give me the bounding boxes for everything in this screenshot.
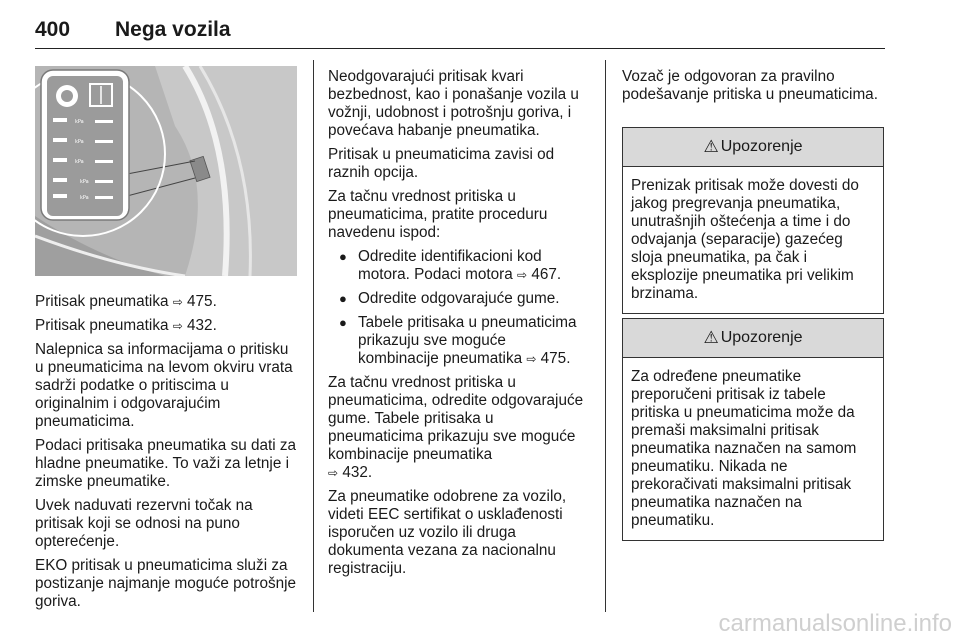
column-divider-2 (605, 60, 606, 612)
paragraph: Za tačnu vrednost pritiska u pneumaticima, odredite odgovarajuće gume. Tabele pritisaka u pneumaticima prikazuju sve moguće kombinacije pneumatika ⇨ 432. (328, 374, 584, 481)
page-header (35, 8, 885, 49)
page-reference-arrow-icon: ⇨ (526, 352, 537, 366)
kpa-label-2: kPa (75, 139, 84, 145)
reference-line-2: Pritisak pneumatika ⇨ 432. (35, 317, 217, 334)
column-divider-1 (313, 60, 314, 612)
list-item: ● Odredite odgovarajuće gume. (339, 290, 560, 307)
paragraph: Podaci pritisaka pneumatika su dati za hladne pneumatike. To važi za letnje i zimske pneumatike. (35, 437, 297, 490)
paragraph: Vozač je odgovoran za pravilno podešavanje pritiska u pneumaticima. (622, 68, 878, 103)
bullet-icon: ● (339, 249, 347, 264)
bullet-icon: ● (339, 291, 347, 306)
procedure-list (328, 248, 590, 368)
list-item: ● Odredite identifikacioni kod motora. Podaci motora ⇨ 467. (339, 248, 562, 283)
paragraph: EKO pritisak u pneumaticima služi za postizanje najmanje moguće potrošnje goriva. (35, 557, 297, 610)
page-title: Nega vozila (115, 18, 231, 41)
warning-body: Prenizak pritisak može dovesti do jakog pregrevanja pneumatika, unutrašnjih oštećenja a time i do odvajanja (separacije) gazećeg sloja pneumatika, pa čak i eksplozije pneumatika pri velikim brzinama. (631, 177, 859, 302)
column-3 (622, 68, 884, 110)
watermark: carmanualsonline.info (718, 610, 952, 637)
kpa-label-4: kPa (80, 179, 89, 185)
warning-body: Za određene pneumatike preporučeni pritisak iz tabele pritiska u pneumaticima može da premaši maksimalni pritisak pneumatika naznačen na samom pneumatiku. Nikada ne prekoračivati maksimalni pritisak pneumatika naznačen na pneumatiku. (631, 368, 857, 529)
kpa-label-1: kPa (75, 119, 84, 125)
page-reference-arrow-icon: ⇨ (517, 268, 528, 282)
paragraph: Pritisak u pneumaticima zavisi od raznih opcija. (328, 146, 555, 181)
warning-box-2 (622, 318, 884, 541)
page-reference-link[interactable]: 432. (342, 464, 373, 481)
page-reference-link[interactable]: 467. (531, 266, 562, 283)
kpa-label-5: kPa (80, 195, 89, 201)
paragraph: Za tačnu vrednost pritiska u pneumaticima, pratite proceduru navedenu ispod: (328, 188, 548, 241)
page-reference-link[interactable]: 475. (540, 350, 571, 367)
warning-title: Upozorenje (720, 329, 803, 346)
page-reference-arrow-icon: ⇨ (172, 319, 183, 333)
warning-triangle-icon: ⚠ (703, 328, 719, 348)
warning-triangle-icon: ⚠ (703, 137, 719, 157)
tire-pressure-label-figure (35, 66, 297, 276)
page-reference-link[interactable]: 475. (187, 293, 217, 310)
column-2 (328, 68, 590, 584)
column-1 (35, 293, 299, 617)
warning-header (623, 128, 883, 167)
warning-box-1 (622, 127, 884, 314)
kpa-label-3: kPa (75, 159, 84, 165)
paragraph: Nalepnica sa informacijama o pritisku u pneumaticima na levom okviru vrata sadrži podatke o pritiscima u originalnim i odgovarajućim pneumaticima. (35, 341, 293, 430)
page-reference-arrow-icon: ⇨ (328, 466, 339, 480)
paragraph: Za pneumatike odobrene za vozilo, videti EEC sertifikat o usklađenosti isporučen uz vozilo ili druga dokumenta vezana za nacionalnu registraciju. (328, 488, 567, 577)
page-reference-arrow-icon: ⇨ (172, 295, 183, 309)
paragraph: Neodgovarajući pritisak kvari bezbednost, kao i ponašanje vozila u vožnji, udobnost i potrošnju goriva, i povećava habanje pneumatika. (328, 68, 579, 139)
warning-header (623, 319, 883, 358)
door-frame-illustration (35, 66, 297, 276)
paragraph: Uvek naduvati rezervni točak na pritisak koji se odnosi na puno opterećenje. (35, 497, 253, 550)
reference-line-1: Pritisak pneumatika ⇨ 475. (35, 293, 217, 310)
warning-title: Upozorenje (720, 138, 803, 155)
page-reference-link[interactable]: 432. (187, 317, 217, 334)
bullet-icon: ● (339, 315, 347, 330)
page-number: 400 (35, 18, 71, 41)
list-item: ● Tabele pritisaka u pneumaticima prikazuju sve moguće kombinacije pneumatika ⇨ 475. (339, 314, 577, 367)
